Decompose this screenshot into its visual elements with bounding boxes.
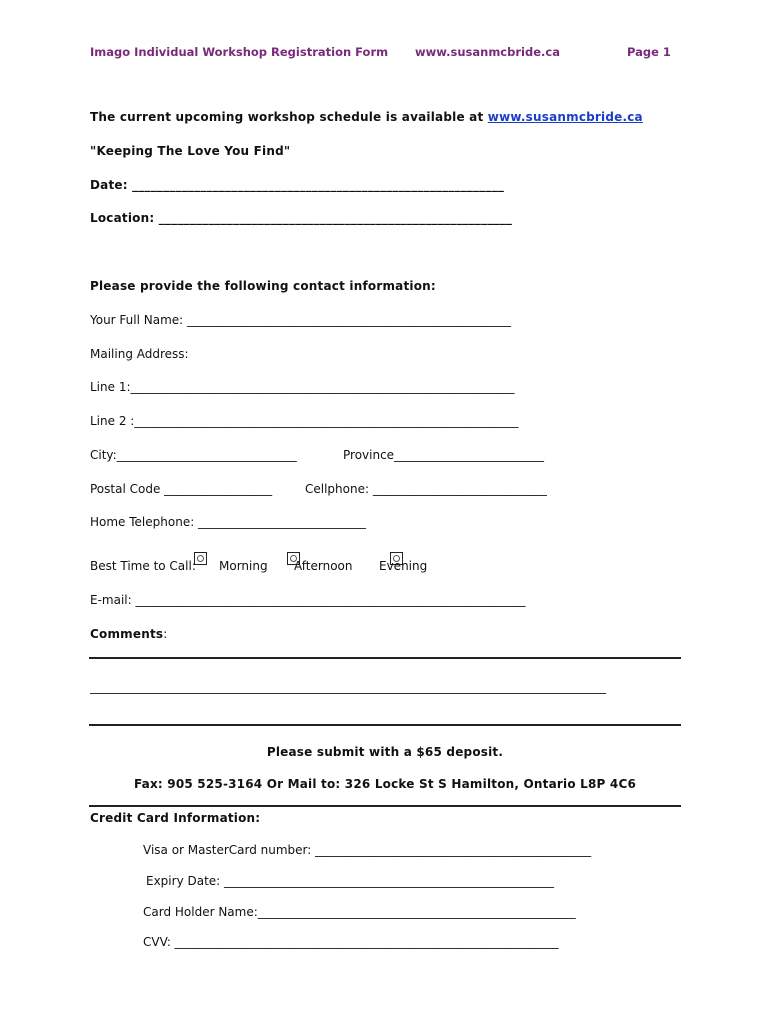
cellphone-field[interactable]: Cellphone: _____________________________ xyxy=(305,482,547,496)
comments-label: Comments xyxy=(90,627,164,641)
evening-option-label: Evening xyxy=(379,559,428,573)
province-field[interactable]: Province_________________________ xyxy=(343,448,545,462)
city-field[interactable]: City:______________________________ xyxy=(90,448,297,462)
form-title: Imago Individual Workshop Registration Form xyxy=(90,45,389,59)
postal-code-field[interactable]: Postal Code __________________ xyxy=(90,482,273,496)
fax-mail-info: Fax: 905 525-3164 Or Mail to: 326 Locke St S Hamilton, Ontario L8P 4C6 xyxy=(133,777,637,791)
morning-checkbox[interactable] xyxy=(194,552,207,565)
card-holder-field[interactable]: Card Holder Name:_____________________________________________________ xyxy=(143,905,576,919)
card-number-field[interactable]: Visa or MasterCard number: ______________________________________________ xyxy=(143,843,592,857)
schedule-text: The current upcoming workshop schedule is available at xyxy=(90,110,488,124)
page-number: Page 1 xyxy=(627,45,671,59)
credit-card-heading: Credit Card Information: xyxy=(90,811,261,825)
workshop-name: "Keeping The Love You Find" xyxy=(90,144,291,158)
location-field[interactable]: Location: _________________________________________________________ xyxy=(90,211,513,225)
deposit-notice: Please submit with a $65 deposit. xyxy=(266,745,504,759)
address-line1-field[interactable]: Line 1:________________________________________________________________ xyxy=(90,380,515,394)
payment-rule xyxy=(89,805,681,807)
mailing-address-label: Mailing Address: xyxy=(90,347,189,361)
expiry-date-field[interactable]: Expiry Date: _______________________________________________________ xyxy=(146,874,555,888)
comments-label-row xyxy=(90,627,167,641)
comments-rule-bottom xyxy=(89,724,681,726)
date-field[interactable]: Date: ____________________________________________________________ xyxy=(90,178,505,192)
contact-heading: Please provide the following contact information: xyxy=(90,279,436,293)
home-telephone-field[interactable]: Home Telephone: ____________________________ xyxy=(90,515,367,529)
header-website: www.susanmcbride.ca xyxy=(415,45,560,59)
schedule-notice xyxy=(90,110,643,124)
morning-option-label: Morning xyxy=(219,559,268,573)
best-time-label: Best Time to Call: xyxy=(90,559,196,573)
address-line2-field[interactable]: Line 2 :________________________________________________________________ xyxy=(90,414,519,428)
comments-rule-top xyxy=(89,657,681,659)
email-field[interactable]: E-mail: _________________________________________________________________ xyxy=(90,593,526,607)
schedule-link[interactable]: www.susanmcbride.ca xyxy=(487,110,643,124)
afternoon-option-label: Afternoon xyxy=(294,559,353,573)
cvv-field[interactable]: CVV: ________________________________________________________________ xyxy=(143,935,559,949)
comments-colon: : xyxy=(163,627,168,641)
full-name-field[interactable]: Your Full Name: ______________________________________________________ xyxy=(90,313,512,327)
comments-field[interactable]: ______________________________________________________________________________________ xyxy=(90,680,606,694)
